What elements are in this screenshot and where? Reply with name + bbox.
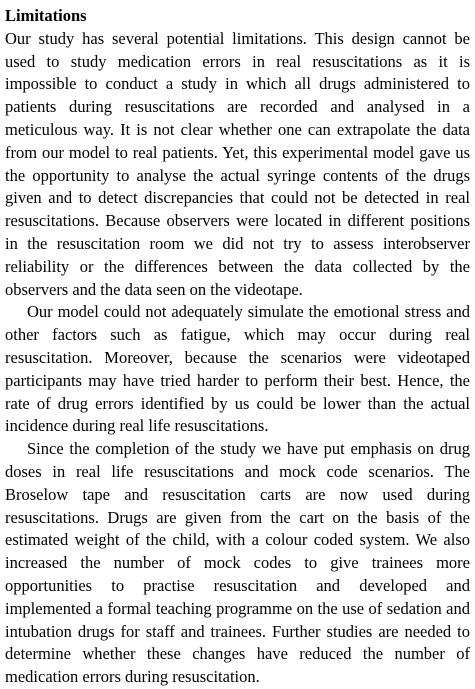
body-paragraph-2: Our model could not adequately simulate the emotional stress and other factors such as fatigue, which may occur during real resuscitation. Moreover, because the scenarios were videotaped participants may have tried harder to perform their best. Hence, the rate of drug errors identified by us could be lower than the actual incidence during real life resuscitations. [5,302,470,436]
section-heading-limitations: Limitations [5,6,87,25]
body-paragraph-3: Since the completion of the study we have put emphasis on drug doses in real life resuscitations and mock code scenarios. The Broselow tape and resuscitation carts are now used during resuscitations. Drugs are given from the cart on the basis of the estimated weight of the child, with a colour coded system. We also increased the number of mock codes to give trainees more opportunities to practise resuscitation and developed and implemented a formal teaching programme on the use of sedation and intubation drugs for staff and trainees. Further studies are needed to determine whether these changes have reduced the number of medication errors during resuscitation. [5,439,470,687]
body-paragraph-1: Our study has several potential limitations. This design cannot be used to study medication errors in real resuscitations as it is impossible to conduct a study in which all drugs administered to patients during resuscitations are recorded and analysed in a meticulous way. It is not clear whether one can extrapolate the data from our model to real patients. Yet, this experimental model gave us the opportunity to analyse the actual syringe contents of the drugs given and to detect discrepancies that could not be detected in real resuscitations. Because observers were located in different positions in the resuscitation room we did not try to assess interobserver reliability or the differences between the data collected by the observers and the data seen on the videotape. [5,28,470,299]
